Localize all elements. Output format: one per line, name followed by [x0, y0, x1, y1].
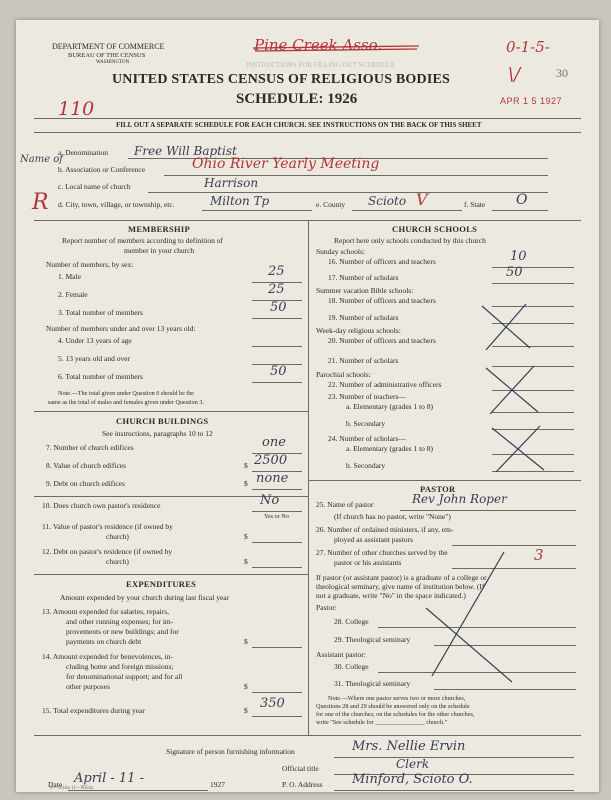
q10-label: 10. Does church own pastor's residence [42, 501, 161, 510]
q23b-label: b. Secondary [346, 419, 386, 428]
q15-value: 350 [260, 696, 285, 711]
x-mark-pastor-education [412, 546, 522, 686]
assistant-pastor-sublabel: Assistant pastor: [316, 650, 366, 659]
q13-dollar: $ [244, 637, 248, 646]
pastor-sublabel: Pastor: [316, 603, 337, 612]
signature-value: Mrs. Nellie Ervin [352, 739, 466, 754]
membership-intro-2: member in your church [124, 246, 195, 255]
code-annotation: 0-1-5- [506, 38, 550, 56]
form-title: UNITED STATES CENSUS OF RELIGIOUS BODIES [112, 72, 451, 87]
city-label: d. City, town, village, or township, etc. [58, 200, 175, 209]
local-name-label: c. Local name of church [58, 182, 131, 191]
v-annotation: V [416, 190, 428, 209]
q7-value: one [262, 435, 286, 450]
membership-note-2: same as the total of males and females given under Question 3. [48, 399, 205, 406]
number-annotation: 110 [58, 98, 95, 120]
q21-label: 21. Number of scholars [328, 356, 399, 365]
q8-dollar: $ [244, 461, 248, 470]
association-label: b. Association or Conference [58, 165, 146, 174]
q2-label: 2. Female [58, 290, 88, 299]
schedule-title: SCHEDULE: 1926 [236, 91, 358, 107]
header-rule-bottom [34, 132, 581, 133]
signature-label: Signature of person furnishing information [166, 747, 295, 756]
q2-value: 25 [268, 282, 285, 297]
year-label: 1927 [210, 780, 225, 789]
city-line [202, 210, 312, 211]
q13-line [252, 647, 302, 648]
q24b-label: b. Secondary [346, 461, 386, 470]
vacation-schools-label: Summer vacation Bible schools: [316, 286, 414, 295]
q25-label: 25. Name of pastor [316, 500, 374, 509]
instruction-banner: FILL OUT A SEPARATE SCHEDULE FOR EACH CHURCH. SEE INSTRUCTIONS ON THE BACK OF THIS SHEET [116, 121, 482, 129]
q3-line [252, 318, 302, 319]
q14-line-1: 14. Amount expended for benevolences, in- [42, 652, 174, 661]
pastor-note-3: for one of the churches; on the schedules for the other churches, [316, 711, 475, 718]
q11-line [252, 542, 302, 543]
pastor-heading: PASTOR [420, 484, 456, 494]
q25-line [400, 510, 576, 511]
county-label: e. County [316, 200, 346, 209]
header-rule-top [34, 118, 581, 119]
q14-line [252, 692, 302, 693]
q16-line [492, 267, 574, 268]
q29-label: 29. Theological seminary [334, 635, 411, 644]
form-code: 6—5518a 11—9054a [50, 786, 94, 791]
census-schedule-sheet [16, 20, 599, 792]
q27-value: 3 [534, 546, 544, 564]
q4-line [252, 346, 302, 347]
county-value: Scioto [368, 194, 407, 208]
q23-label: 23. Number of teachers— [328, 392, 406, 401]
q9-label: 9. Debt on church edifices [46, 479, 125, 488]
pastor-note-2: Questions 28 and 29 should be answered only on the schedule [316, 703, 470, 710]
q16-label: 16. Number of officers and teachers [328, 257, 436, 266]
official-title-label: Official title [282, 764, 319, 773]
q17-value: 50 [506, 265, 523, 280]
name-of-annotation: Name of [20, 154, 64, 165]
po-address-value: Minford, Scioto O. [352, 772, 473, 787]
q28-label: 28. College [334, 617, 369, 626]
q15-label: 15. Total expenditures during year [42, 706, 145, 715]
q12-label-2: church) [106, 557, 129, 566]
church-buildings-heading: CHURCH BUILDINGS [116, 416, 209, 426]
church-schools-heading: CHURCH SCHOOLS [392, 224, 478, 234]
q14-line-3: for denominational support; and for all [66, 672, 183, 681]
q10-value: No [260, 493, 280, 508]
denomination-label: a. Denomination [58, 148, 108, 157]
q12-dollar: $ [244, 557, 248, 566]
q3-label: 3. Total number of members [58, 308, 143, 317]
association-value: Ohio River Yearly Meeting [192, 156, 380, 172]
date-label: Date [48, 780, 63, 789]
membership-intro-1: Report number of members according to definition of [62, 236, 223, 245]
q24a-label: a. Elementary (grades 1 to 8) [346, 444, 434, 453]
state-line [492, 210, 548, 211]
graduate-note-3: not a graduate, write "No" in the space indicated.) [316, 591, 466, 600]
state-label: f. State [464, 200, 486, 209]
denomination-value: Free Will Baptist [134, 144, 237, 158]
q15-dollar: $ [244, 706, 248, 715]
q13-line-2: and other running expenses; for im- [66, 617, 174, 626]
page-number: 30 [556, 66, 568, 80]
q11-label-2: church) [106, 532, 129, 541]
q20-label: 20. Number of officers and teachers [328, 336, 436, 345]
q7-label: 7. Number of church edifices [46, 443, 134, 452]
yes-no-hint: Yes or No [264, 513, 289, 520]
q9-dollar: $ [244, 479, 248, 488]
weekday-schools-label: Week-day religious schools: [316, 326, 401, 335]
q12-line [252, 567, 302, 568]
q31-line [434, 689, 576, 690]
q25-value: Rev John Roper [412, 492, 507, 506]
washington-label: WASHINGTON [96, 60, 130, 65]
received-date-stamp: APR 1 5 1927 [500, 96, 563, 106]
q31-label: 31. Theological seminary [334, 679, 411, 688]
pastor-note-4: write "See schedule for ________________ church." [316, 719, 448, 726]
date-value: April - 11 - [74, 771, 144, 786]
q15-line [252, 716, 302, 717]
q13-line-1: 13. Amount expended for salaries, repairs, [42, 607, 170, 616]
schools-intro: Report here only schools conducted by this church [334, 236, 486, 245]
graduate-note-2: theological seminary, give name of institution below. (If [316, 582, 485, 591]
q8-value: 2500 [254, 453, 288, 468]
q1-label: 1. Male [58, 272, 81, 281]
q12-label-1: 12. Debt on pastor's residence (if owned by [42, 547, 173, 556]
q8-label: 8. Value of church edifices [46, 461, 127, 470]
q6-value: 50 [270, 364, 287, 379]
q11-dollar: $ [244, 532, 248, 541]
q17-line [492, 283, 574, 284]
po-address-label: P. O. Address [282, 780, 323, 789]
membership-bottom-rule [34, 411, 308, 412]
q18-label: 18. Number of officers and teachers [328, 296, 436, 305]
buildings-bottom-rule [34, 574, 308, 575]
po-address-line [334, 790, 574, 791]
x-mark-q18-20 [476, 302, 536, 352]
q22-label: 22. Number of administrative officers [328, 380, 442, 389]
q9-line [252, 489, 302, 490]
q25-note: (If church has no pastor, write "None") [334, 512, 451, 521]
signature-line [334, 757, 574, 758]
r-annotation: R [32, 190, 49, 215]
q10-line [252, 511, 302, 512]
q19-label: 19. Number of scholars [328, 313, 399, 322]
q14-dollar: $ [244, 682, 248, 691]
buildings-intro: See instructions, paragraphs 10 to 12 [102, 429, 213, 438]
strike-through-mark [251, 40, 421, 54]
q16-value: 10 [510, 249, 527, 264]
q13-line-4: payments on church debt [66, 637, 142, 646]
q14-line-2: cluding home and foreign missions; [66, 662, 174, 671]
q11-label-1: 11. Value of pastor's residence (if owned by [42, 522, 173, 531]
official-title-value: Clerk [396, 757, 430, 771]
q4-label: 4. Under 13 years of age [58, 336, 132, 345]
q6-line [252, 382, 302, 383]
q17-label: 17. Number of scholars [328, 273, 399, 282]
q5-label: 5. 13 years old and over [58, 354, 131, 363]
state-value: O [516, 192, 528, 208]
table-bottom-rule [34, 735, 581, 736]
membership-note-1: Note.—The total given under Question 6 should be the [58, 390, 194, 397]
q9-value: none [256, 471, 289, 486]
q14-line-4: other purposes [66, 682, 110, 691]
local-name-value: Harrison [204, 176, 259, 190]
q26-label-2: ployed as assistant pastors [334, 535, 413, 544]
expenditures-heading: EXPENDITURES [126, 579, 197, 589]
expenditures-intro: Amount expended by your church during last fiscal year [60, 593, 230, 602]
graduate-note-1: If pastor (or assistant pastor) is a graduate of a college or [316, 573, 487, 582]
pastor-note-1: Note.—Where one pastor serves two or more churches, [328, 695, 466, 702]
x-mark-q21-23 [482, 364, 542, 416]
q23a-label: a. Elementary (grades 1 to 8) [346, 402, 434, 411]
schools-bottom-rule [308, 480, 581, 481]
city-value: Milton Tp [210, 194, 270, 208]
q30-label: 30. College [334, 662, 369, 671]
county-line [352, 210, 462, 211]
q27-label-2: pastor or his assistants [334, 558, 402, 567]
x-mark-q24 [488, 424, 548, 474]
column-divider [308, 220, 309, 735]
department-label: DEPARTMENT OF COMMERCE [52, 42, 165, 51]
q24-label: 24. Number of scholars— [328, 434, 406, 443]
q1-value: 25 [268, 264, 285, 279]
sunday-schools-label: Sunday schools: [316, 247, 365, 256]
members-by-sex-label: Number of members, by sex: [46, 260, 134, 269]
members-by-age-label: Number of members under and over 13 years old: [46, 324, 196, 333]
q26-label-1: 26. Number of ordained ministers, if any, em- [316, 525, 454, 534]
q27-label-1: 27. Number of other churches served by the [316, 548, 448, 557]
crossed-association-name: Pine Creek Asso. [254, 36, 383, 54]
check-annotation: \/ [508, 64, 521, 85]
q13-line-3: provements or new buildings; and for [66, 627, 179, 636]
bureau-label: BUREAU OF THE CENSUS [68, 52, 146, 59]
membership-heading: MEMBERSHIP [128, 224, 191, 234]
parochial-schools-label: Parochial schools: [316, 370, 371, 379]
local-name-line [148, 192, 548, 193]
q3-value: 50 [270, 300, 287, 315]
faint-instructions: INSTRUCTIONS FOR FILLING OUT SCHEDULE [246, 61, 396, 69]
q6-label: 6. Total number of members [58, 372, 143, 381]
